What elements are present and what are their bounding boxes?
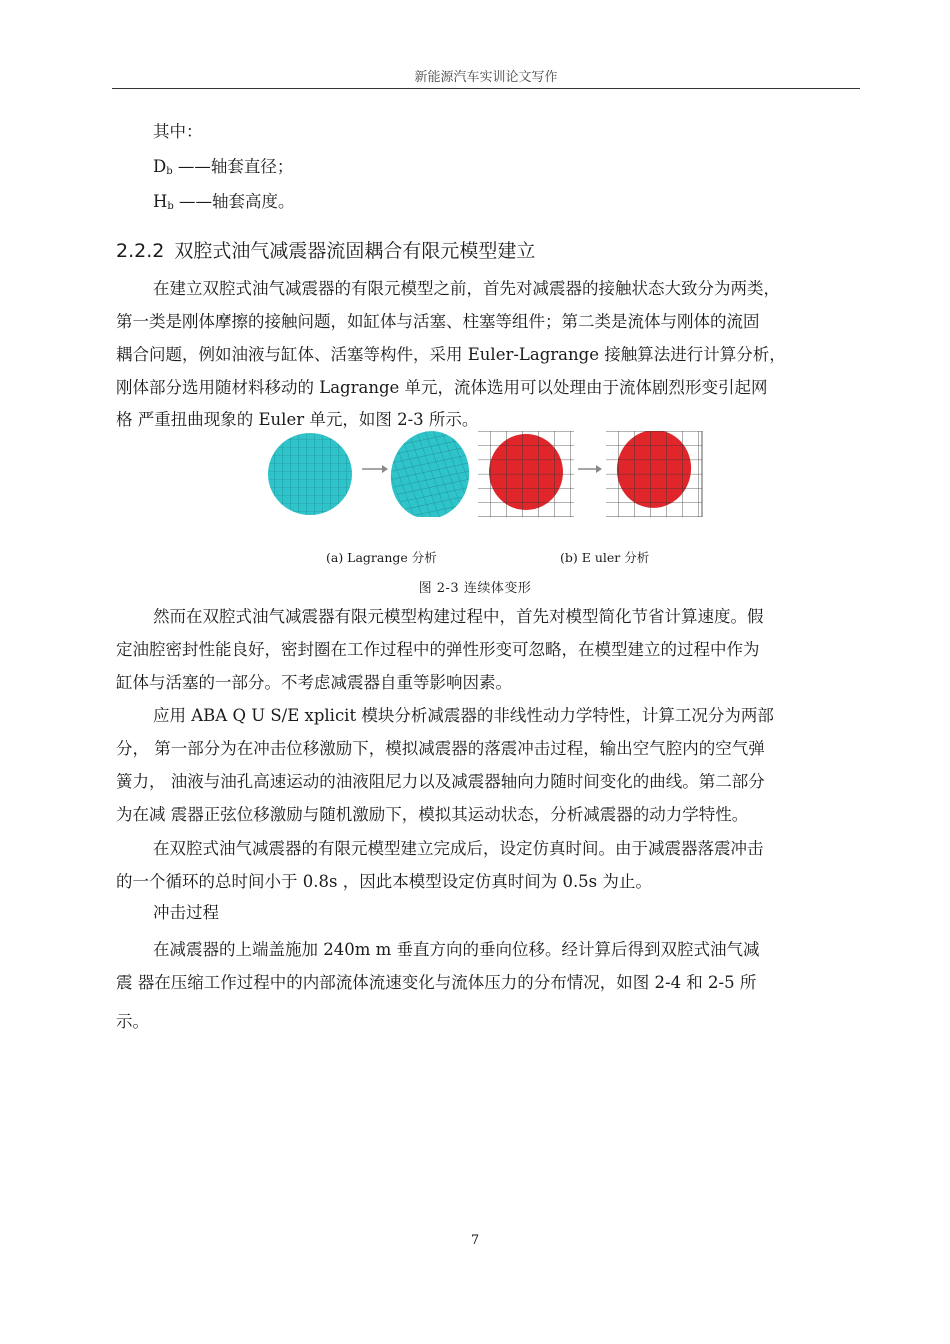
figure-caption: 图 2-3 连续体变形 [418, 581, 532, 596]
para1-line: 格 严重扭曲现象的 Euler 单元，如图 2-3 所示。 [116, 410, 479, 429]
continuum-deformation-figure [266, 431, 706, 517]
para3-line: 应用 ABA Q U S/E xplicit 模块分析减震器的非线性动力学特性，计算工况分为两部 [153, 706, 774, 725]
para5-line: 震 器在压缩工作过程中的内部流体流速变化与流体压力的分布情况，如图 2-4 和 2-5 所 [116, 973, 757, 992]
db-subscript: b [166, 166, 173, 177]
para3-line: 分， 第一部分为在冲击位移激励下，模拟减震器的落震冲击过程，输出空气腔内的空气弹 [116, 739, 765, 758]
section-number: 2.2.2 [116, 240, 165, 262]
hb-description: ——轴套高度。 [179, 192, 295, 211]
para1-line: 在建立双腔式油气减震器的有限元模型之前，首先对减震器的接触状态大致分为两类， [153, 279, 780, 298]
para4-line: 的一个循环的总时间小于 0.8s ，因此本模型设定仿真时间为 0.5s 为止。 [116, 872, 652, 891]
definition-db [153, 157, 293, 182]
subcaption-a: (a) Lagrange 分析 [326, 550, 437, 565]
hb-subscript: b [167, 201, 174, 212]
header-rule [112, 88, 860, 89]
page-number: 7 [470, 1233, 480, 1248]
section-title: 双腔式油气减震器流固耦合有限元模型建立 [174, 240, 536, 262]
para1-line: 刚体部分选用随材料移动的 Lagrange 单元，流体选用可以处理由于流体剧烈形变引起网 [116, 378, 768, 397]
where-intro: 其中： [153, 122, 203, 141]
para5-line: 在减震器的上端盖施加 240m m 垂直方向的垂向位移。经计算后得到双腔式油气减 [153, 940, 760, 959]
para1-line: 耦合问题，例如油液与缸体、活塞等构件，采用 Euler-Lagrange 接触算法进行计算分析， [116, 345, 786, 364]
section-heading [116, 236, 535, 263]
para3-line: 簧力， 油液与油孔高速运动的油液阻尼力以及减震器轴向力随时间变化的曲线。第二部分 [116, 772, 765, 791]
para4-line: 在双腔式油气减震器的有限元模型建立完成后，设定仿真时间。由于减震器落震冲击 [153, 839, 764, 858]
para5-line: 示。 [116, 1012, 149, 1031]
page-header: 新能源汽车实训论文写作 [414, 70, 558, 85]
para2-line: 然而在双腔式油气减震器有限元模型构建过程中，首先对模型简化节省计算速度。假 [153, 607, 764, 626]
definition-hb [153, 192, 295, 217]
subcaption-b: (b) E uler 分析 [560, 550, 650, 565]
para3-line: 为在减 震器正弦位移激励与随机激励下，模拟其运动状态，分析减震器的动力学特性。 [116, 805, 749, 824]
para2-line: 缸体与活塞的一部分。不考虑减震器自重等影响因素。 [116, 673, 512, 692]
hb-symbol: H [153, 192, 168, 211]
para2-line: 定油腔密封性能良好，密封圈在工作过程中的弹性形变可忽略，在模型建立的过程中作为 [116, 640, 760, 659]
arrow-icon [578, 465, 602, 473]
subheading-impact: 冲击过程 [153, 903, 219, 922]
arrow-icon [362, 465, 388, 473]
db-description: ——轴套直径； [177, 157, 294, 176]
para1-line: 第一类是刚体摩擦的接触问题，如缸体与活塞、柱塞等组件；第二类是流体与刚体的流固 [116, 312, 760, 331]
db-symbol: D [153, 157, 167, 176]
